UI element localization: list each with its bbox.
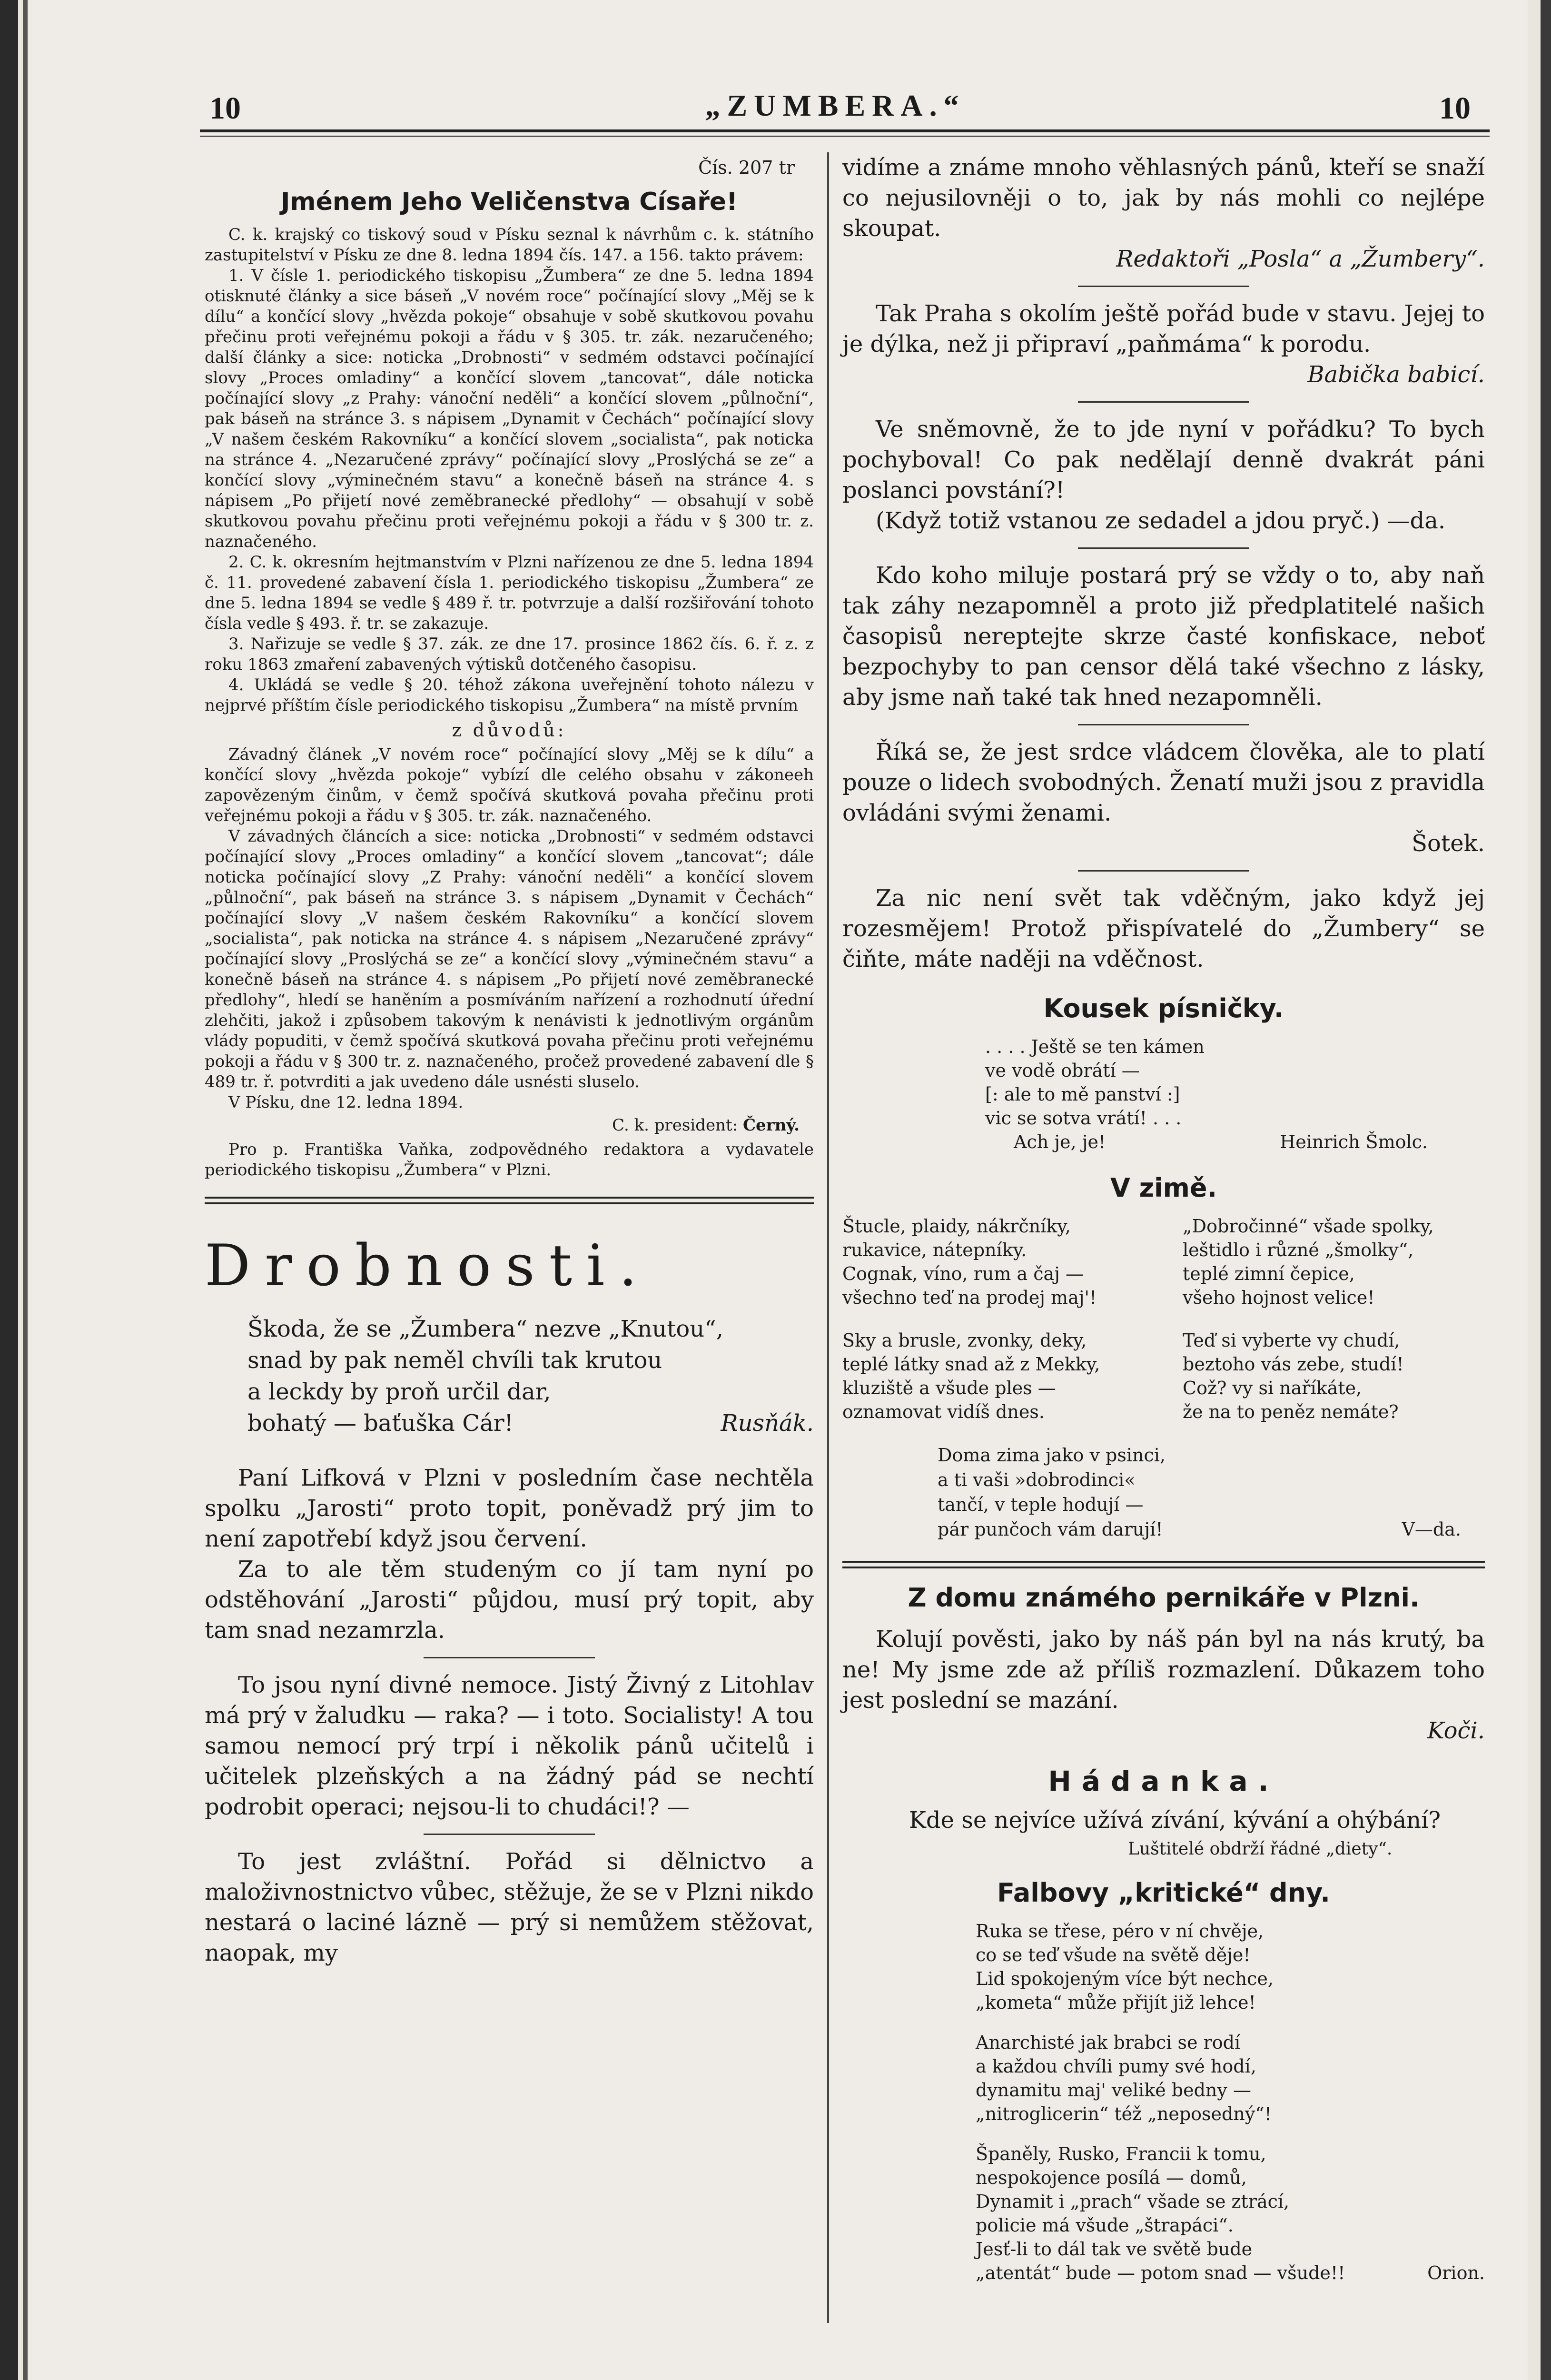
page-number-left: 10 <box>209 91 241 126</box>
verse-line: všechno teď na prodej maj'! <box>842 1287 1097 1308</box>
item-divider <box>1078 401 1249 403</box>
verse-line: Štucle, plaidy, nákrčníky, <box>842 1216 1071 1237</box>
notice-paragraph: 4. Ukládá se vedle § 20. téhož zákona uveřejnění tohoto nálezu v nejprvé příštím čísle periodického tiskopisu „Žumbera“ na místě prvním <box>205 675 814 715</box>
scan-frame-left-inner <box>23 0 28 2380</box>
verse-line: „kometa“ může přijít již lehce! <box>976 1992 1256 2013</box>
pernikar-title: Z domu známého pernikáře v Plzni. <box>908 1583 1420 1613</box>
verse-line: všeho hojnost velice! <box>1183 1287 1375 1308</box>
verse-line: a každou chvíli pumy své hodí, <box>976 2056 1256 2077</box>
notice-paragraph: C. k. krajský co tiskový soud v Písku seznal k návrhům c. k. státního zastupitelství v Písku ze dne 8. ledna 1894 čís. 147. a 156. takto právem: <box>205 225 814 265</box>
drobnosti-paragraph: To jest zvláštní. Pořád si dělnictvo a maloživnostnictvo vůbec, stěžuje, že se v Plzni nikdo nestará o laciné lázně — prý si nemůžem stěžovat, naopak, my <box>205 1848 814 1966</box>
item-paragraph: Kdo koho miluje postará prý se vždy o to, aby naň tak záhy nezapomněl a proto již předplatitelé našich časopisů nereptejte skrze časté konfiskace, neboť bezpochyby to pan censor dělá také všechno z lásky, aby jsme naň také tak hned nezapomněli. <box>842 562 1485 711</box>
poem-author: Rusňák. <box>721 1410 814 1437</box>
court-signature <box>205 1116 814 1135</box>
item-divider <box>424 1657 595 1658</box>
verse-line: [: ale to mě panství :] <box>985 1084 1180 1105</box>
verse-line: Lid spokojeným více být nechce, <box>976 1968 1274 1989</box>
section-double-rule <box>205 1197 814 1204</box>
verse-line: oznamovat vidíš dnes. <box>842 1401 1045 1422</box>
masthead-title: „ZUMBERA.“ <box>705 89 966 122</box>
item-paragraph: (Když totiž vstanou ze sedadel a jdou pryč.) —da. <box>876 507 1446 534</box>
item-signature: Redaktoři „Posla“ a „Žumbery“. <box>1116 246 1485 272</box>
page-number-right: 10 <box>1439 91 1471 126</box>
verse-author: Orion. <box>1427 2262 1485 2283</box>
scan-frame-left <box>0 0 18 2380</box>
vzime-left-column <box>842 1214 1145 1443</box>
verse-line: Což? vy si naříkáte, <box>1183 1378 1362 1398</box>
verse-line: tančí, v teple hodují — <box>938 1494 1144 1515</box>
signature-name: Černý. <box>742 1116 800 1135</box>
pernikar-body <box>842 1624 1485 1746</box>
column-divider <box>827 152 829 2323</box>
kousek-verse <box>985 1035 1485 1154</box>
verse-line: Cognak, víno, rum a čaj — <box>842 1263 1084 1284</box>
pernikar-paragraph: Kolují pověsti, jako by náš pán byl na nás krutý, ba ne! My jsme zde až příliš rozmazlení. Důkazem toho jest poslední se mazání. <box>842 1626 1485 1714</box>
header-rule-thick <box>200 129 1490 132</box>
poem-line: a leckdy by proň určil dar, <box>247 1378 551 1405</box>
verse-author: V—da. <box>1402 1519 1461 1540</box>
vzime-title: V zimě. <box>1110 1173 1217 1203</box>
verse-line: Ach je, je! <box>1014 1131 1106 1152</box>
reason-paragraph: V závadných článcích a sice: noticka „Drobnosti“ v sedmém odstavci počínající slovy „Proces omladiny“ a končící slovem „tancovat“; dále noticka počínající slovy „Z Prahy: vánoční neděli“ a končící slovem „půlnoční“, pak báseň na stránce 3. s nápisem „Dynamit v Čechách“ počínající slovy „V našem českém Rakovníku“ a končící slovem „socialista“, pak noticka na stránce 4. s nápisem „Nezaručené zprávy“ počínající slovy „Proslýchá se ze“ a končící slovy „výminečném stavu“ a konečně báseň na stránce 4. s nápisem „Po přijetí nové zeměbranecké předlohy“, hledí se haněním a posmíváním nařízení a rozhodnutí úřední zlehčiti, jakož i způsobem takovým k nenávisti k jednotlivým orgánům vlády popuditi, v čemž spočívá skutková povaha přečinu proti veřejnému pokoji a řádu v § 300 tr. z. naznačeného, pročež provedené zabavení dle § 489 tr. ř. potvrditi a jak uvedeno dále usnésti sluselo. <box>205 827 814 1091</box>
case-reference: Čís. 207 tr <box>698 157 795 178</box>
verse-line: „nitroglicerin“ též „neposedný“! <box>976 2103 1272 2124</box>
notice-paragraph: 3. Nařizuje se vedle § 37. zák. ze dne 17. prosince 1862 čís. 6. ř. z. z roku 1863 zmaření zabavených výtisků dotčeného časopisu. <box>205 635 814 674</box>
court-notice-body <box>205 225 814 716</box>
item-paragraph: vidíme a známe mnoho věhlasných pánů, kteří se snaží co nejusilovněji o to, jak by nás mohli co nejlépe skoupat. <box>842 154 1485 242</box>
left-column <box>205 152 814 1968</box>
page-header <box>181 81 1490 133</box>
verse-line: vic se sotva vrátí! . . . <box>985 1108 1182 1129</box>
reason-paragraph: V Písku, dne 12. ledna 1894. <box>228 1093 464 1112</box>
drobnosti-paragraph: Za to ale těm studeným co jí tam nyní po odstěhování „Jarosti“ půjdou, musí prý topit, aby tam snad nezamrzla. <box>205 1556 814 1644</box>
falbovy-title: Falbovy „kritické“ dny. <box>997 1878 1330 1908</box>
verse-line: dynamitu maj' veliké bedny — <box>976 2080 1251 2101</box>
verse-line: Dynamit i „prach“ všade se ztrácí, <box>976 2191 1290 2212</box>
item-paragraph: Říká se, že jest srdce vládcem člověka, ale to platí pouze o lidech svobodných. Ženatí muži jsou z pravidla ovládáni svými ženami. <box>842 739 1485 826</box>
verse-line: policie má všude „štrapáci“. <box>976 2215 1234 2236</box>
notice-paragraph: 1. V čísle 1. periodického tiskopisu „Žumbera“ ze dne 5. ledna 1894 otisknuté články a sice báseň „V novém roce“ počínající slovy „Měj se k dílu“ a končící slovy „hvězda pokoje“ obsahuje v sobě skutkovou povahu přečinu proti veřejnému pokoji a řádu v § 305. tr. zák. nezaručeného; další články a sice: noticka „Drobnosti“ v sedmém odstavci počínající slovy „Proces omladiny“ a končící slovem „tancovat“, dále noticka počínající slovy „z Prahy: vánoční neděli“ a končící slovem „půlnoční“, pak báseň na stránce 3. s nápisem „Dynamit v Čechách“ počínající slovy „V našem českém Rakovníku“ a končící slovem „socialista“, pak noticka na stránce 4. „Nezaručené zprávy“ počínající slovy „Proslýchá se ze“ a končící slovy „výminečném stavu“ a konečně báseň na stránce 4. s nápisem „Po přijetí nové zeměbranecké předlohy“ — obsahují v sobě skutkovou povahu přečinu proti veřejnému pokoji a řádu v § 300 tr. z. naznačeného. <box>205 266 814 551</box>
section-double-rule <box>842 1561 1485 1568</box>
vzime-right-column <box>1183 1214 1485 1443</box>
item-paragraph: Tak Praha s okolím ještě pořád bude v stavu. Jejej to je dýlka, než ji připraví „paňmáma“ k porodu. <box>842 300 1485 357</box>
item-signature: Babička babicí. <box>1307 361 1485 388</box>
reasons-body <box>205 744 814 1113</box>
verse-line: pár punčoch vám darují! <box>938 1519 1163 1540</box>
verse-line: teplé látky snad až z Mekky, <box>842 1354 1100 1375</box>
item-divider <box>424 1834 595 1835</box>
poem-line: snad by pak neměl chvíli tak krutou <box>247 1347 662 1374</box>
verse-line: co se teď všude na světě děje! <box>976 1944 1251 1965</box>
verse-line: že na to peněz nemáte? <box>1183 1401 1399 1422</box>
verse-line: Anarchisté jak brabci se rodí <box>976 2032 1241 2053</box>
signature-role: C. k. president: <box>612 1116 738 1135</box>
reason-paragraph: Závadný článek „V novém roce“ počínající slovy „Měj se k dílu“ a končící slovy „hvězda pokoje“ vybízí dle celého obsahu v zákoneeh zapovězeným činům, v čemž spočívá skutková povaha přečinu proti veřejnému pokoji a řádu v § 305. tr. zák. naznačeného. <box>205 745 814 825</box>
poem-line: bohatý — baťuška Cár! <box>247 1410 514 1437</box>
drobnosti-title: Drobnosti. <box>205 1233 652 1299</box>
verse-line: leštidlo i různé „šmolky“, <box>1183 1240 1414 1260</box>
hadanka-title: Hádanka. <box>1048 1765 1279 1797</box>
item-divider <box>1078 286 1249 287</box>
drobnosti-poem <box>247 1313 814 1439</box>
hadanka-question: Kde se nejvíce užívá zívání, kývání a ohýbání? <box>909 1807 1441 1834</box>
item-divider <box>1078 724 1249 725</box>
verse-line: Španěly, Rusko, Francii k tomu, <box>976 2143 1266 2164</box>
pro-note <box>205 1140 814 1180</box>
reasons-heading: z důvodů: <box>452 720 567 741</box>
verse-line: Teď si vyberte vy chudí, <box>1183 1330 1400 1351</box>
verse-author: Heinrich Šmolc. <box>1280 1131 1428 1152</box>
verse-line: Doma zima jako v psinci, <box>938 1445 1166 1466</box>
verse-line: „Dobročinné“ všade spolky, <box>1183 1216 1434 1237</box>
verse-line: Sky a brusle, zvonky, deky, <box>842 1330 1087 1351</box>
kousek-title: Kousek písničky. <box>1043 993 1284 1023</box>
notice-paragraph: 2. C. k. okresním hejtmanstvím v Plzni nařízenou ze dne 5. ledna 1894 č. 11. provedené zabavení čísla 1. periodického tiskopisu „Žumbera“ ze dne 5. ledna 1894 se vedle § 489 ř. tr. potvrzuje a další rozšiřování tohoto čísla vedle § 493. ř. tr. se zakazuje. <box>205 553 814 633</box>
header-rule-thin <box>200 136 1490 137</box>
verse-line: Ruka se třese, péro v ní chvěje, <box>976 1921 1264 1942</box>
verse-line: . . . . Ještě se ten kámen <box>985 1036 1205 1057</box>
verse-line: teplé zimní čepice, <box>1183 1263 1355 1284</box>
vzime-verses <box>842 1214 1485 1443</box>
vzime-ending <box>938 1443 1485 1542</box>
drobnosti-paragraph: To jsou nyní divné nemoce. Jistý Živný z Litohlav má prý v žaludku — raka? — i toto. Socialisty! A tou samou nemocí prý trpí i několik pánů učitelů i učitelek plzeňských a na žádný pád se nechtí podrobit operaci; nejsou-li to chudáci!? — <box>205 1672 814 1820</box>
verse-line: nespokojence posílá — domů, <box>976 2167 1247 2188</box>
scan-frame-right <box>1541 0 1551 2380</box>
verse-line: kluziště a všude ples — <box>842 1378 1056 1398</box>
item-signature: Koči. <box>1427 1717 1485 1744</box>
verse-line: beztoho vás zebe, studí! <box>1183 1354 1404 1375</box>
poem-line: Škoda, že se „Žumbera“ nezve „Knutou“, <box>247 1316 723 1342</box>
falbovy-verse <box>976 1919 1485 2285</box>
item-divider <box>1078 870 1249 872</box>
verse-line: a ti vaši »dobrodinci« <box>938 1469 1136 1490</box>
verse-line: Jesť-li to dál tak ve světě bude <box>976 2239 1253 2260</box>
court-notice-title: Jménem Jeho Veličenstva Císaře! <box>281 188 738 216</box>
right-paragraphs <box>842 152 1485 974</box>
hadanka-note: Luštitelé obdrží řádné „diety“. <box>1128 1839 1393 1859</box>
drobnosti-body <box>205 1463 814 1968</box>
right-column <box>842 152 1485 2301</box>
verse-line: rukavice, nátepníky. <box>842 1240 1027 1260</box>
item-paragraph: Ve sněmovně, že to jde nyní v pořádku? To bych pochyboval! Co pak nedělají denně dvakrát páni poslanci povstání?! <box>842 416 1485 504</box>
item-signature: Šotek. <box>1412 830 1485 857</box>
verse-line: „atentát“ bude — potom snad — všude!! <box>976 2262 1345 2283</box>
verse-line: ve vodě obrátí — <box>985 1060 1140 1081</box>
pro-line: Pro p. Františka Vaňka, zodpovědného redaktora a vydavatele periodického tiskopisu „Žumbera“ v Plzni. <box>205 1140 814 1180</box>
item-paragraph: Za nic není svět tak vděčným, jako když jej rozesmějem! Protož přispívatelé do „Žumbery“ se čiňte, máte naději na vděčnost. <box>842 885 1485 972</box>
item-divider <box>1078 547 1249 549</box>
drobnosti-paragraph: Paní Lifková v Plzni v posledním čase nechtěla spolku „Jarosti“ proto topit, poněvadž prý jim to není zapotřebí když jsou červení. <box>205 1465 814 1552</box>
